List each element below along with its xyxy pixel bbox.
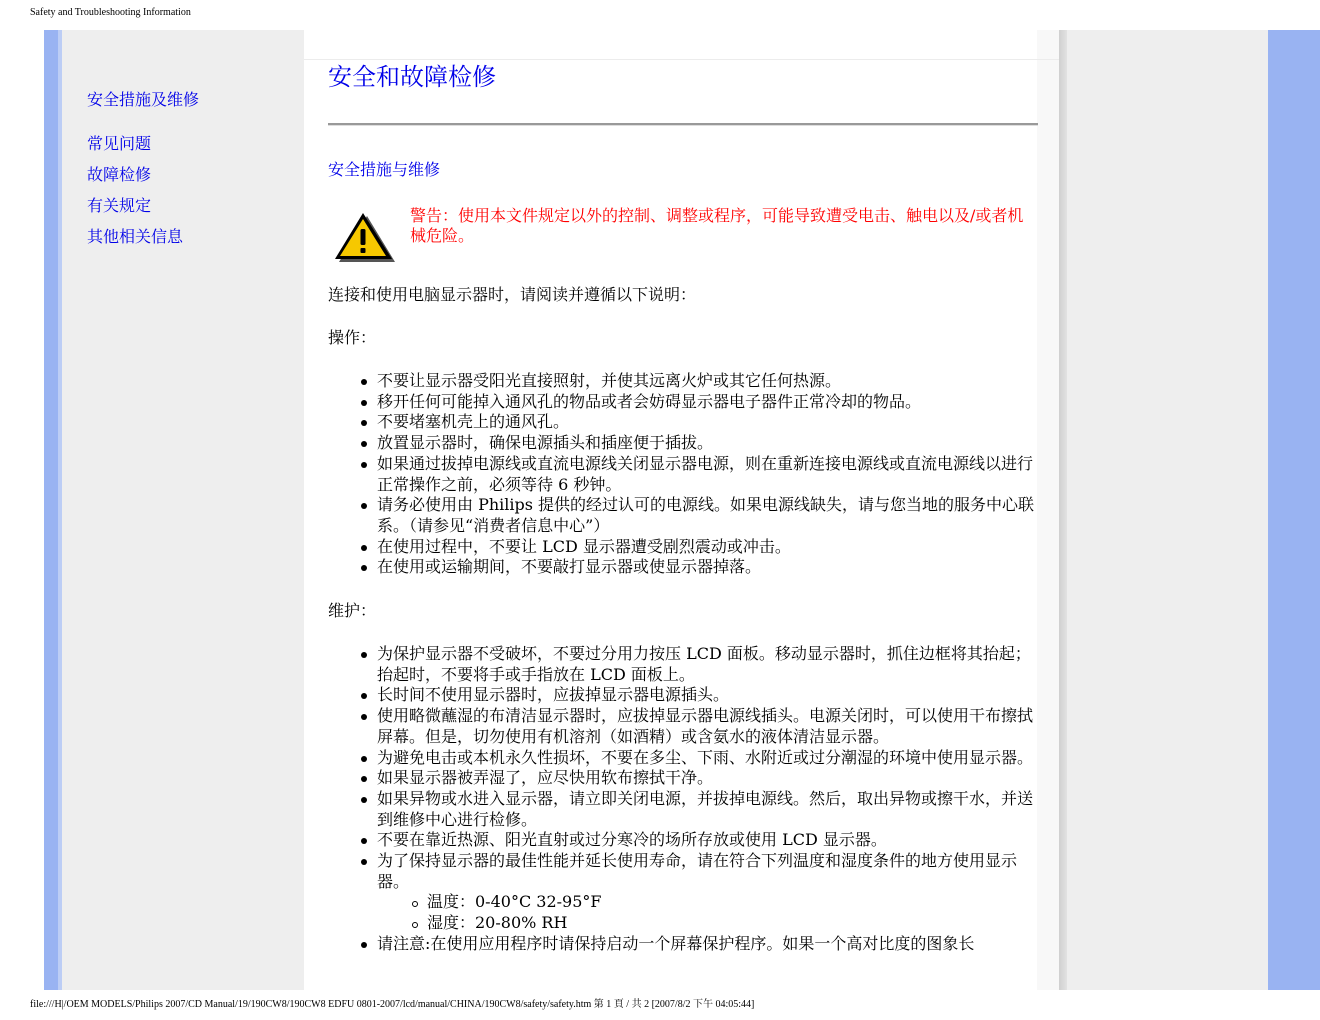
list-item: 在使用过程中，不要让 LCD 显示器遭受剧烈震动或冲击。: [377, 537, 1038, 558]
maintenance-heading: 维护：: [328, 601, 377, 621]
right-margin: [1067, 30, 1268, 990]
list-item: 不要在靠近热源、阳光直射或过分寒冷的场所存放或使用 LCD 显示器。: [377, 830, 1038, 851]
print-header: Safety and Troubleshooting Information: [30, 7, 191, 18]
list-item: 为避免电击或本机永久性损坏，不要在多尘、下雨、水附近或过分潮湿的环境中使用显示器。: [377, 748, 1038, 769]
intro-text: 连接和使用电脑显示器时，请阅读并遵循以下说明：: [328, 285, 697, 304]
operation-list: [328, 371, 1038, 578]
nav-link-faq[interactable]: 常见问题: [87, 134, 152, 153]
list-item: 请务必使用由 Philips 提供的经过认可的电源线。如果电源线缺失，请与您当地的服务中心联系。（请参见“消费者信息中心”）: [377, 495, 1038, 536]
content-shadow: [1059, 30, 1067, 990]
list-item: 不要让显示器受阳光直接照射，并使其远离火炉或其它任何热源。: [377, 371, 1038, 392]
nav-link-troubleshooting[interactable]: 故障检修: [87, 165, 152, 184]
list-item: 如果异物或水进入显示器，请立即关闭电源，并拔掉电源线。然后，取出异物或擦干水，并送到维修中心进行检修。: [377, 789, 1038, 830]
list-item: 如果通过拔掉电源线或直流电源线关闭显示器电源，则在重新连接电源线或直流电源线以进行正常操作之前，必须等待 6 秒钟。: [377, 454, 1038, 495]
right-border-bar: [1268, 30, 1320, 990]
list-item: [377, 851, 1038, 934]
page-title: 安全和故障检修: [328, 63, 496, 91]
list-item: 在使用或运输期间，不要敲打显示器或使显示器掉落。: [377, 557, 1038, 578]
list-item-text: 为了保持显示器的最佳性能并延长使用寿命，请在符合下列温度和湿度条件的地方使用显示器。: [377, 851, 1018, 891]
conditions-list: [377, 892, 1038, 933]
list-item: 不要堵塞机壳上的通风孔。: [377, 412, 1038, 433]
top-rule: [304, 59, 1059, 60]
condition-temperature: 温度：0-40°C 32-95°F: [427, 892, 1038, 913]
nav-link-other-info[interactable]: 其他相关信息: [87, 227, 184, 246]
nav-link-safety[interactable]: 安全措施及维修: [87, 90, 200, 109]
list-item: 为保护显示器不受破坏，不要过分用力按压 LCD 面板。移动显示器时，抓住边框将其抬起；抬起时，不要将手或手指放在 LCD 面板上。: [377, 644, 1038, 685]
content-edge: [1037, 30, 1059, 990]
list-item: 移开任何可能掉入通风孔的物品或者会妨碍显示器电子器件正常冷却的物品。: [377, 392, 1038, 413]
operation-heading: 操作：: [328, 328, 377, 347]
warning-icon: [332, 212, 398, 264]
list-item: 请注意:在使用应用程序时请保持启动一个屏幕保护程序。如果一个高对比度的图象长: [377, 934, 1038, 955]
left-border-bar: [44, 30, 58, 990]
condition-humidity: 湿度：20-80% RH: [427, 913, 1038, 934]
list-item: 放置显示器时，确保电源插头和插座便于插拔。: [377, 433, 1038, 454]
section-title: 安全措施与维修: [328, 160, 441, 179]
warning-block: [328, 206, 1038, 262]
sidebar-nav: [87, 90, 199, 258]
warning-text: 警告：使用本文件规定以外的控制、调整或程序，可能导致遭受电击、触电以及/或者机械危险。: [410, 206, 1024, 245]
title-divider: [328, 123, 1038, 126]
nav-link-regulatory[interactable]: 有关规定: [87, 196, 152, 215]
list-item: 长时间不使用显示器时，应拔掉显示器电源插头。: [377, 685, 1038, 706]
list-item: 如果显示器被弄湿了，应尽快用软布擦拭干净。: [377, 768, 1038, 789]
print-footer: file:///H|/OEM MODELS/Philips 2007/CD Manual/19/190CW8/190CW8 EDFU 0801-2007/lcd/manual/CHINA/190CW8/safety/safety.htm 第 1 頁 / 共 2 [2007/8/2 下午 04:05:44]: [30, 999, 755, 1010]
main-content: [328, 62, 1038, 955]
list-item: 使用略微蘸湿的布清洁显示器时，应拔掉显示器电源线插头。电源关闭时，可以使用干布擦拭屏幕。但是，切勿使用有机溶剂（如酒精）或含氨水的液体清洁显示器。: [377, 706, 1038, 747]
maintenance-list: [328, 644, 1038, 955]
